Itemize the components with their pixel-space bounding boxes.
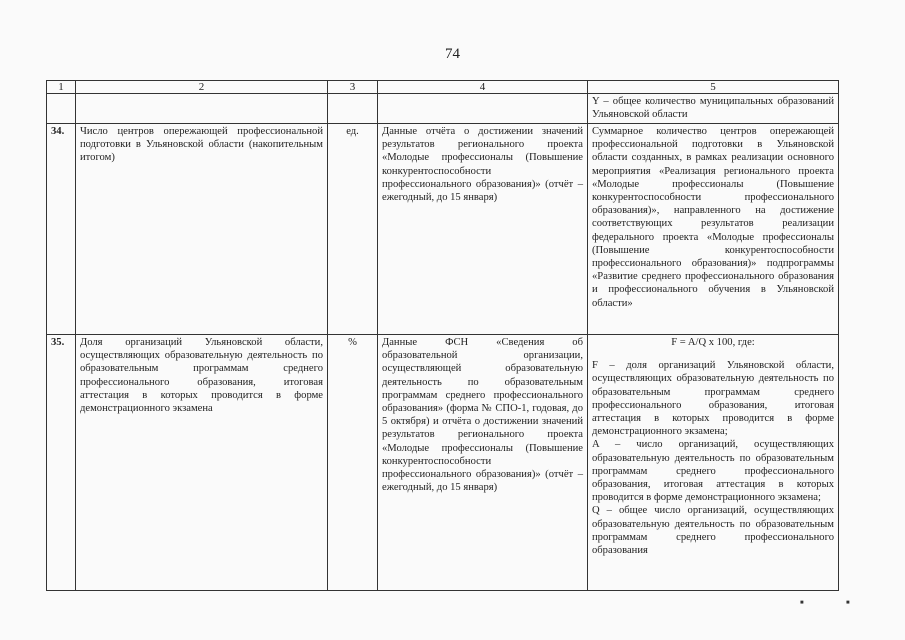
- row-number: 35.: [47, 335, 76, 591]
- table-row: [47, 335, 839, 591]
- table-row: [47, 94, 839, 124]
- empty-cell: [378, 94, 588, 124]
- column-header: 4: [378, 81, 588, 94]
- column-header: 2: [76, 81, 328, 94]
- empty-cell: [47, 94, 76, 124]
- method-cell: Суммарное количество центров опережающей профессиональной подготовки в Ульяновской области созданных, в рамках реализации основного мероприятия «Реализация регионального проекта «Молодые профессионалы (Повышение конкурентоспособности профессионального образования)», направленного на достижение соответствующих результатов реализации федерального проекта «Молодые профессионалы (Повышение конкурентоспособности профессионального образования)» подпрограммы «Развитие среднего профессионального образования и профессионального обучения в Ульяновской области»: [588, 124, 839, 335]
- method-cell: [588, 335, 839, 591]
- indicator-name: Доля организаций Ульяновской области, осуществляющих образовательную деятельность по образовательным программам среднего профессионального образования, итоговая аттестация в которых проводится в форме демонстрационного экзамена: [76, 335, 328, 591]
- scan-mark: ■: [846, 600, 850, 606]
- table-row: [47, 124, 839, 335]
- source-cell: Данные ФСН «Сведения об образовательной организации, осуществляющей образовательную деятельность по образовательным программам среднего профессионального образования» (форма № СПО-1, годовая, до 5 октября) и отчёта о достижении значений результатов регионального проекта «Молодые профессионалы (Повышение конкурентоспособности профессионального образования)» (отчёт – ежегодный, до 15 января): [378, 335, 588, 591]
- formula-term-a: A – число организаций, осуществляющих образовательную деятельность по образовательным программам среднего профессионального образования, итоговая аттестация в которых проводится в форме демонстрационного экзамена;: [592, 439, 834, 504]
- column-header: 5: [588, 81, 839, 94]
- formula-term-f: F – доля организаций Ульяновской области, осуществляющих образовательную деятельность по образовательным программам среднего профессионального образования, итоговая аттестация в которых проводится в форме демонстрационного экзамена;: [592, 360, 834, 438]
- formula-term-q: Q – общее число организаций, осуществляющих образовательную деятельность по образовательным программам среднего профессионального образования: [592, 505, 834, 557]
- source-cell: Данные отчёта о достижении значений результатов регионального проекта «Молодые профессионалы (Повышение конкурентоспособности профессионального образования)» (отчёт – ежегодный, до 15 января): [378, 124, 588, 335]
- unit-cell: %: [328, 335, 378, 591]
- formula: F = A/Q x 100, где:: [671, 337, 755, 348]
- empty-cell: [328, 94, 378, 124]
- indicators-table: [46, 80, 839, 591]
- column-header: 1: [47, 81, 76, 94]
- row-number: 34.: [47, 124, 76, 335]
- page-number: 74: [445, 46, 460, 62]
- scan-mark: ■: [800, 600, 804, 606]
- unit-cell: ед.: [328, 124, 378, 335]
- column-header: 3: [328, 81, 378, 94]
- indicator-name: Число центров опережающей профессиональной подготовки в Ульяновской области (накопительным итогом): [76, 124, 328, 335]
- empty-cell: [76, 94, 328, 124]
- table-header-row: [47, 81, 839, 94]
- method-cell: Y – общее количество муниципальных образований Ульяновской области: [588, 94, 839, 124]
